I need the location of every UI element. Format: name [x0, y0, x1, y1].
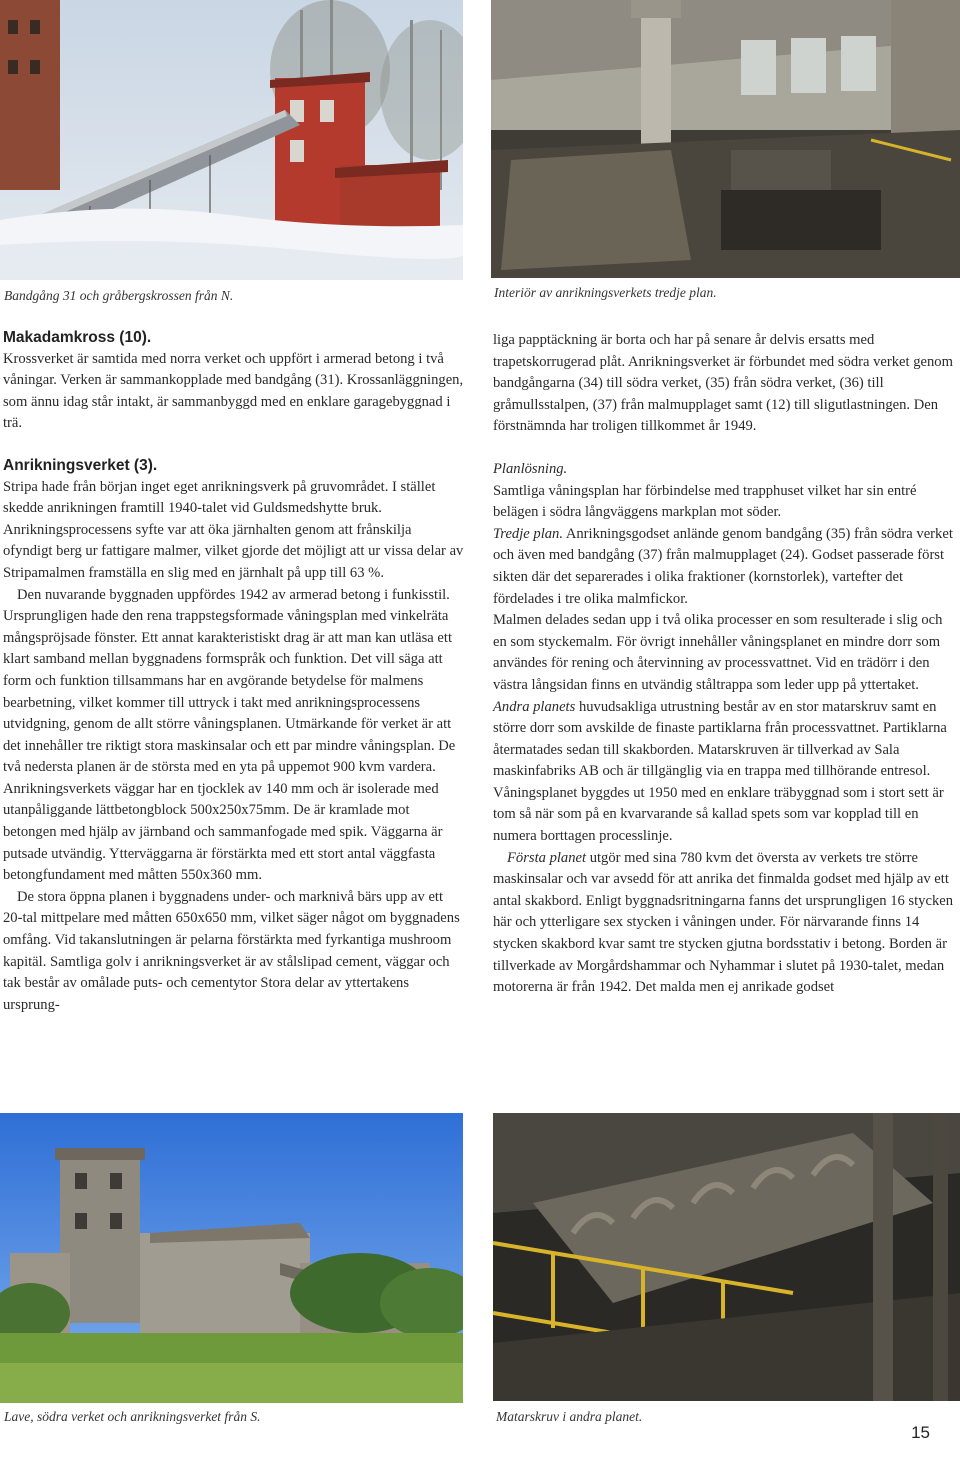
photo-lave-south	[0, 1113, 463, 1403]
caption-top-right: Interiör av anrikningsverkets tredje plan.	[494, 285, 717, 300]
paragraph-papptackning: liga papptäckning är borta och har på senare år delvis ersatts med trapetskorrugerad plåt. Anrikningsverket är förbundet med södra verket genom bandgångarna (34) till södra verket, (35) från södra verket, (36) till gråmullsstalpen, (37) från malmupplaget samt (12) till sligutlastningen. Den förstnämnda har troligen tillkommet år 1949.	[493, 332, 953, 435]
paragraph-tredje-plan	[493, 524, 956, 610]
paragraph-krossverket: Krossverket är samtida med norra verket och uppfört i armerad betong i två våningar. Verken är sammankopplade med bandgång (31). Krossanläggningen, som ännu idag står intakt, är sammanbyggd med en enklare garagebyggnad i trä.	[3, 350, 464, 432]
right-column	[493, 330, 956, 999]
paragraph-andra-planet	[493, 697, 956, 848]
photo-interior-third-floor	[491, 0, 960, 278]
caption-bottom-left: Lave, södra verket och anrikningsverket från S.	[4, 1409, 261, 1424]
paragraph-anrikning-intro: Stripa hade från början inget eget anrikningsverk på gruvområdet. I stället skedde anrikningen framtill 1940-talet vid Guldsmedshytte bruk. Anrikningsprocessens syfte var att öka järnhalten genom att frånskilja ofyndigt berg ur fattigare malmer, vilket gjorde det möjligt att ur vissa delar av Stripamalmen framställa en slig med en järnhalt på upp till 63 %.	[3, 478, 464, 581]
photo-feed-screw	[493, 1113, 960, 1401]
label-tredje-plan: Tredje plan.	[493, 525, 563, 542]
left-column	[3, 327, 464, 1016]
label-andra-planet: Andra planets	[493, 698, 576, 715]
text-tredje-plan: Anrikningsgodset anlände genom bandgång (35) från södra verket och även med bandgång (37) från malmupplaget (24). Godset passerade först sikten där det separerades i olika fraktioner (kornstorlek), vartefter det fördelades i tre olika malmfickor.	[493, 525, 953, 607]
label-forsta-planet: Första planet	[507, 849, 587, 866]
text-forsta-planet: utgör med sina 780 kvm det översta av verkets tre större maskinsalar och var avsedd för att anrika det finmalda godset med hjälp av ett antal skakbord. Enligt byggnadsritningarna fanns det ursprungligen 16 stycken här och ytterligare sex stycken i våningen under. För närvarande finns 14 stycken skakbord kvar samt tre stycken gjutna bordsstativ i betong. Borden är tillverkade av Morgårdshammar och Nyhammar i slutet på 1930-talet, medan motorerna är från 1942. Det malda men ej anrikade godset	[493, 849, 954, 996]
page-number: 15	[911, 1423, 930, 1442]
caption-top-left: Bandgång 31 och gråbergskrossen från N.	[4, 288, 234, 303]
paragraph-byggnaden: Den nuvarande byggnaden uppfördes 1942 av armerad betong i funkisstil. Ursprungligen hade den rena trappstegsformade våningsplan med vinkelräta mångspröjsade fönster. Ett annat karakteristiskt drag är att man kan utläsa ett klart samband mellan byggnadens formspråk och funktion. Det vill säga att form och funktion tillsammans har en avgörande betydelse för malmens bearbetning, vilket kommer till uttryck i takt med anrikningsprocessens utvidgning, genom de allt större våningsplanen. Utmärkande för verket är att det innehåller tre riktigt stora maskinsalar och ett par mindre våningsplan. De två nedersta planen är de största med en yta på uppemot 900 kvm vardera. Anrikningsverkets väggar har en tjocklek av 140 mm och är isolerade med utanpåliggande lättbetongblock 500x250x75mm. De är kramlade mot betongen med hjälp av järnband och sammanfogade med spik. Väggarna är putsade utvändig. Ytterväggarna är förstärkta med ett stort antal väggfasta betongfundament med måtten 550x360 mm.	[3, 586, 456, 884]
heading-anrikningsverket: Anrikningsverket (3).	[3, 456, 158, 474]
subheading-planlosning: Planlösning.	[493, 460, 568, 477]
heading-makadamkross: Makadamkross (10).	[3, 329, 152, 346]
text-andra-planet: huvudsakliga utrustning består av en stor matarskruv samt en större dorr som avskilde de finaste partiklarna från processvattnet. Partiklarna återmatades sedan till skakborden. Matarskruven är tillverkad av Sala maskinfabriks AB och är tillgänglig via en trappa med tillhörande entresol. Våningsplanet byggdes ut 1950 med en enklare träbyggnad som i stort sett är tom så när som på en kvarvarande så kallad spets som var kopplad till en numera borttagen processlinje.	[493, 698, 947, 845]
photo-conveyor-crusher	[0, 0, 463, 280]
paragraph-trapphuset: Samtliga våningsplan har förbindelse med trapphuset vilket har sin entré belägen i södra långväggens markplan mot söder.	[493, 482, 917, 521]
caption-bottom-right: Matarskruv i andra planet.	[496, 1409, 643, 1424]
paragraph-malmen: Malmen delades sedan upp i två olika processer en som resulterade i slig och en som styckemalm. För övrigt innehåller våningsplanet en mindre dorr som användes för rening och återvinning av processvattnet. Vid en trädörr i den västra långsidan finns en utvändig ståltrappa som leder upp på yttertaket.	[493, 612, 943, 693]
paragraph-forsta-planet	[493, 848, 956, 999]
paragraph-planen: De stora öppna planen i byggnadens under- och marknivå bärs upp av ett 20-tal mittpelare med måtten 650x650 mm, vilket säger något om byggnadens omfång. Vid takanslutningen är pelarna förstärkta med fyrkantiga mushroom kapitäl. Samtliga golv i anrikningsverket är av stålslipad cement, väggar och tak består av omålade puts- och cementytor Stora delar av yttertakens ursprung-	[3, 888, 460, 1013]
